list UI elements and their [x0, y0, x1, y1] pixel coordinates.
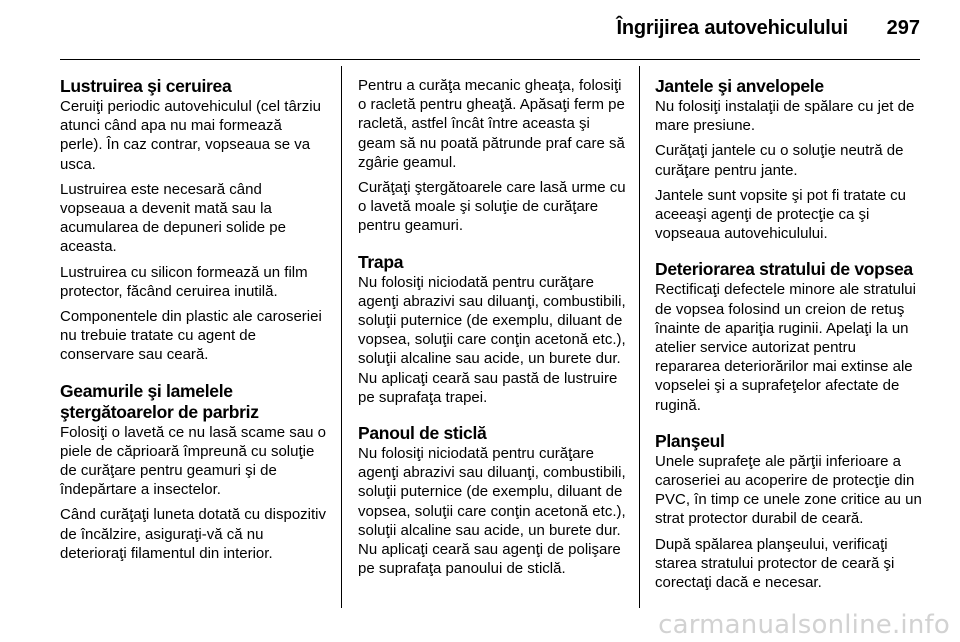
paragraph: Jantele sunt vopsite şi pot fi tratate cu aceeaşi agenţi de protecţie ca şi vopseaua autovehiculului.: [655, 186, 906, 243]
page-number: 297: [886, 17, 920, 39]
section-heading-paint-damage: Deteriorarea stratului de vopsea: [655, 259, 913, 280]
paragraph: Nu folosiţi niciodată pentru curăţare agenţi abrazivi sau diluanţi, combustibili, soluţii puternice (de exemplu, diluant de vopsea, soluţii care conţin acetonă etc.), soluţii alcaline sau acide, un burete dur. Nu aplicaţi ceară sau agenţi de polişare pe suprafaţa panoului de sticlă.: [358, 445, 626, 578]
section-heading-wheels: Jantele şi anvelopele: [655, 76, 824, 96]
paragraph: Lustruirea este necesară când vopseaua a devenit mată sau la acumularea de depuneri solide pe aceasta.: [60, 180, 286, 256]
column-divider-2: [639, 66, 640, 608]
column-2: [358, 76, 626, 584]
paragraph: Rectificaţi defectele minore ale stratului de vopsea folosind un creion de retuş înainte de apariţia ruginii. Apelaţi la un atelier service autorizat pentru repararea deteriorărilor mai extinse ale vopselei şi a suprafeţelor afectate de rugină.: [655, 281, 916, 414]
paragraph: Când curăţaţi luneta dotată cu dispozitiv de încălzire, asiguraţi-vă că nu deterioraţi filamentul din interior.: [60, 506, 326, 562]
column-3: [655, 76, 923, 598]
paragraph: Ceruiţi periodic autovehiculul (cel târziu atunci când apa nu mai formează perle). În caz contrar, vopseaua se va usca.: [60, 98, 321, 173]
header-divider: [60, 59, 920, 60]
section-heading-underbody: Planşeul: [655, 430, 725, 451]
section-heading-sunroof: Trapa: [358, 251, 404, 272]
watermark: carmanualsonline.info: [658, 610, 950, 640]
paragraph: Lustruirea cu silicon formează un film protector, făcând ceruirea inutilă.: [60, 263, 308, 300]
section-heading-waxing: Lustruirea şi ceruirea: [60, 76, 232, 96]
paragraph: După spălarea planşeului, verificaţi starea stratului protector de ceară şi corectaţi dacă e necesar.: [655, 535, 895, 592]
paragraph: Pentru a curăţa mecanic gheaţa, folosiţi o racletă pentru gheaţă. Apăsaţi ferm pe racletă, astfel încât între aceasta şi geam să nu poată pătrunde praf care să zgârie geamul.: [358, 77, 625, 171]
column-divider-1: [341, 66, 342, 608]
page-header: [0, 0, 960, 60]
paragraph: Nu folosiţi niciodată pentru curăţare agenţi abrazivi sau diluanţi, combustibili, soluţii puternice (de exemplu, diluant de vopsea, soluţii care conţin acetonă etc.), soluţii alcaline sau acide, un burete dur. Nu aplicaţi ceară sau pastă de lustruire pe suprafaţa trapei.: [358, 273, 626, 406]
paragraph: Nu folosiţi instalaţii de spălare cu jet de mare presiune.: [655, 98, 915, 135]
section-heading-windows: Geamurile şi lamelele ştergătoarelor de parbriz: [60, 380, 259, 422]
paragraph: Unele suprafeţe ale părţii inferioare a caroseriei au acoperire de protecţie din PVC, în timp ce unele zone critice au un strat protector durabil de ceară.: [655, 452, 922, 528]
paragraph: Curăţaţi jantele cu o soluţie neutră de curăţare pentru jante.: [655, 142, 904, 179]
paragraph: Curăţaţi ştergătoarele care lasă urme cu o lavetă moale şi soluţie de curăţare pentru geamuri.: [358, 179, 626, 235]
paragraph: Componentele din plastic ale caroseriei nu trebuie tratate cu agent de conservare sau ceară.: [60, 308, 322, 364]
section-heading-glass-panel: Panoul de sticlă: [358, 423, 487, 444]
column-1: [60, 76, 328, 569]
page-title: Îngrijirea autovehiculului: [616, 17, 848, 39]
paragraph: Folosiţi o lavetă ce nu lasă scame sau o piele de căprioară împreună cu soluţie de curăţare pentru geamuri şi de îndepărtare a insectelor.: [60, 423, 326, 499]
